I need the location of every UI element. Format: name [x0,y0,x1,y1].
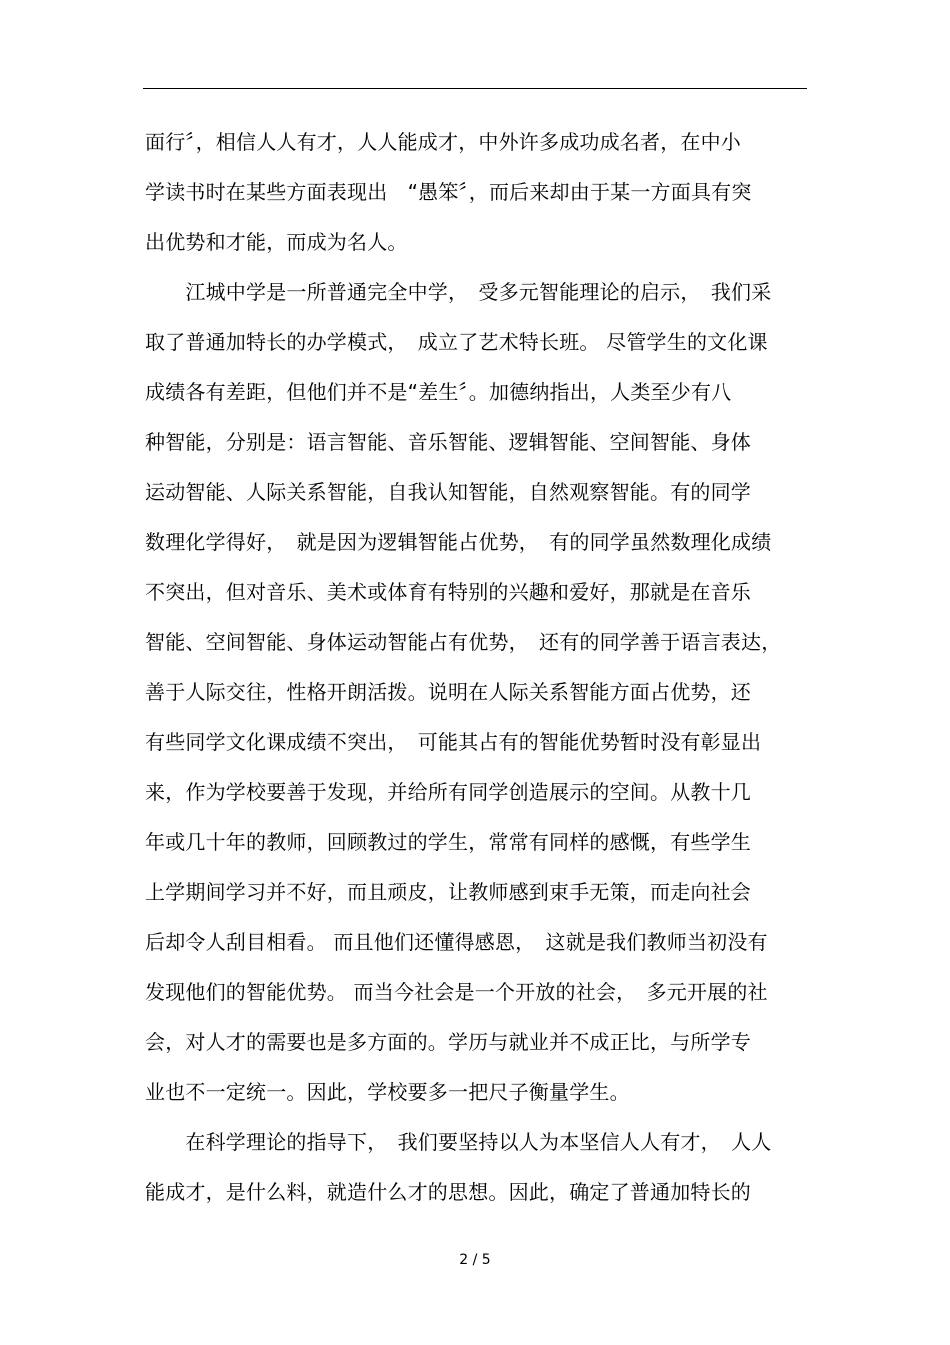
text-line: 智能、空间智能、身体运动智能占有优势， 还有的同学善于语言表达， [145,630,782,654]
text-line: 年或几十年的教师，回顾教过的学生，常常有同样的感慨，有些学生 [145,830,751,854]
text-line: 发现他们的智能优势。 而当今社会是一个开放的社会， 多元开展的社 [145,980,768,1004]
text-line: 后却令人刮目相看。 而且他们还懂得感恩， 这就是我们教师当初没有 [145,930,768,954]
text-line: 学读书时在某些方面表现出 “愚笨〞，而后来却由于某一方面具有突 [145,180,752,204]
text-line: 业也不一定统一。因此，学校要多一把尺子衡量学生。 [145,1080,630,1104]
text-line: 善于人际交往，性格开朗活拨。说明在人际关系智能方面占优势，还 [145,680,751,704]
text-line: 成绩各有差距，但他们并不是“差生〞。加德纳指出，人类至少有八 [145,380,732,404]
text-line: 来，作为学校要善于发现，并给所有同学创造展示的空间。从教十几 [145,780,751,804]
text-line: 能成才，是什么料，就造什么才的思想。因此，确定了普通加特长的 [145,1180,751,1204]
text-line: 取了普通加特长的办学模式， 成立了艺术特长班。 尽管学生的文化课 [145,330,768,354]
text-line: 面行〞，相信人人有才，人人能成才，中外许多成功成名者，在中小 [145,130,741,154]
text-line: 江城中学是一所普通完全中学， 受多元智能理论的启示， 我们采 [145,280,772,304]
text-line: 运动智能、人际关系智能，自我认知智能，自然观察智能。有的同学 [145,480,751,504]
text-line: 不突出，但对音乐、美术或体育有特别的兴趣和爱好，那就是在音乐 [145,580,751,604]
text-line: 数理化学得好， 就是因为逻辑智能占优势， 有的同学虽然数理化成绩 [145,530,772,554]
text-line: 上学期间学习并不好，而且顽皮，让教师感到束手无策，而走向社会 [145,880,751,904]
text-line: 在科学理论的指导下， 我们要坚持以人为本坚信人人有才， 人人 [145,1130,772,1154]
text-line: 种智能，分别是：语言智能、音乐智能、逻辑智能、空间智能、身体 [145,430,751,454]
text-line: 会，对人才的需要也是多方面的。学历与就业并不成正比，与所学专 [145,1030,751,1054]
text-line: 有些同学文化课成绩不突出， 可能其占有的智能优势暂时没有彰显出 [145,730,762,754]
page-number: 2 / 5 [459,1252,491,1268]
text-line: 出优势和才能，而成为名人。 [145,230,408,254]
